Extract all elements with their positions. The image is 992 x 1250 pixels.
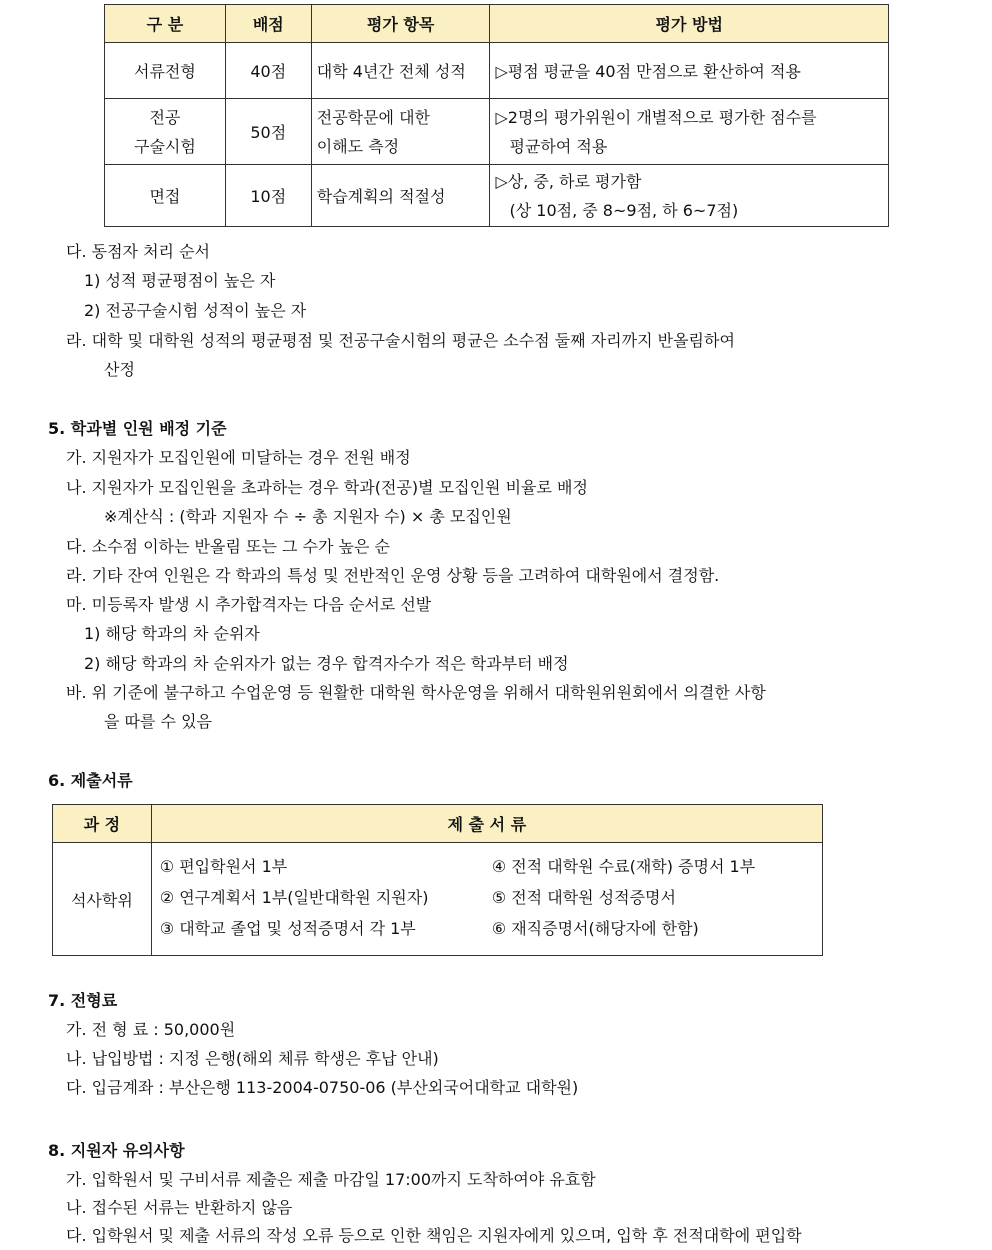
- header-documents: 제 출 서 류: [151, 805, 822, 843]
- document-item: ④ 전적 대학원 수료(재학) 증명서 1부: [491, 857, 756, 876]
- document-item: ② 연구계획서 1부(일반대학원 지원자): [159, 888, 429, 907]
- s5-line: 바. 위 기준에 불구하고 수업운영 등 원활한 대학원 학사운영을 위해서 대학원위원회에서 의결한 사항: [66, 683, 766, 702]
- header-course: 과 정: [53, 805, 152, 843]
- header-method: 평가 방법: [490, 5, 889, 43]
- s5-formula: ※계산식 : (학과 지원자 수 ÷ 총 지원자 수) × 총 모집인원: [104, 507, 512, 526]
- method-line: ▷평점 평균을 40점 만점으로 환산하여 적용: [495, 62, 801, 81]
- docs-right-column: [492, 851, 755, 944]
- tie-break-heading: 다. 동점자 처리 순서: [66, 242, 210, 261]
- docs-left-column: [160, 851, 492, 944]
- section-5-title: 5. 학과별 인원 배정 기준: [48, 419, 227, 438]
- documents-cell: [151, 843, 822, 956]
- method-line: (상 10점, 중 8~9점, 하 6~7점): [509, 200, 739, 220]
- section-7-title: 7. 전형료: [48, 991, 118, 1010]
- header-category: 구 분: [105, 5, 226, 43]
- row-category: 전공 구술시험: [105, 99, 226, 165]
- notice-line: 다. 입학원서 및 제출 서류의 작성 오류 등으로 인한 책임은 지원자에게 있으며, 입학 후 전적대학에 편입학: [66, 1226, 802, 1245]
- s5-line: 나. 지원자가 모집인원을 초과하는 경우 학과(전공)별 모집인원 비율로 배정: [66, 478, 588, 497]
- document-item: ⑥ 재직증명서(해당자에 한함): [491, 919, 699, 938]
- row-item: 전공학문에 대한 이해도 측정: [311, 99, 490, 165]
- row-method: [490, 165, 889, 227]
- s5-subline: 2) 해당 학과의 차 순위자가 없는 경우 합격자수가 적은 학과부터 배정: [84, 654, 569, 673]
- fee-line: 나. 납입방법 : 지정 은행(해외 체류 학생은 후납 안내): [66, 1049, 439, 1068]
- document-item: ① 편입학원서 1부: [159, 857, 288, 876]
- header-score: 배점: [225, 5, 311, 43]
- s5-subline: 1) 해당 학과의 차 순위자: [84, 624, 260, 643]
- document-item: ⑤ 전적 대학원 성적증명서: [491, 888, 676, 907]
- section-8-title: 8. 지원자 유의사항: [48, 1141, 185, 1160]
- evaluation-table: [104, 4, 889, 227]
- fee-line: 다. 입금계좌 : 부산은행 113-2004-0750-06 (부산외국어대학교 대학원): [66, 1078, 579, 1097]
- row-item: 대학 4년간 전체 성적: [311, 43, 490, 99]
- row-score: 50점: [225, 99, 311, 165]
- method-line: ▷2명의 평가위원이 개별적으로 평가한 점수를: [495, 107, 817, 127]
- row-score: 10점: [225, 165, 311, 227]
- notice-line: 나. 접수된 서류는 반환하지 않음: [66, 1198, 293, 1217]
- tie-break-rule-1: 1) 성적 평균평점이 높은 자: [84, 271, 276, 290]
- method-line: ▷상, 중, 하로 평가함: [495, 171, 642, 191]
- s5-line: 라. 기타 잔여 인원은 각 학과의 특성 및 전반적인 운영 상황 등을 고려하여 대학원에서 결정함.: [66, 566, 720, 585]
- fee-line: 가. 전 형 료 : 50,000원: [66, 1020, 236, 1039]
- method-line: 평균하여 적용: [509, 136, 608, 156]
- row-item: 학습계획의 적절성: [311, 165, 490, 227]
- rounding-rule: 라. 대학 및 대학원 성적의 평균평점 및 전공구술시험의 평균은 소수점 둘째 자리까지 반올림하여: [66, 331, 735, 350]
- s5-line: 가. 지원자가 모집인원에 미달하는 경우 전원 배정: [66, 448, 411, 467]
- course-cell: 석사학위: [53, 843, 152, 956]
- row-method: [490, 99, 889, 165]
- document-item: ③ 대학교 졸업 및 성적증명서 각 1부: [159, 919, 416, 938]
- row-method: [490, 43, 889, 99]
- s5-line: 다. 소수점 이하는 반올림 또는 그 수가 높은 순: [66, 537, 390, 556]
- section-6-title: 6. 제출서류: [48, 771, 133, 790]
- notice-line: 가. 입학원서 및 구비서류 제출은 제출 마감일 17:00까지 도착하여야 유효함: [66, 1170, 596, 1189]
- s5-line-cont: 을 따를 수 있음: [104, 712, 212, 731]
- row-score: 40점: [225, 43, 311, 99]
- tie-break-rule-2: 2) 전공구술시험 성적이 높은 자: [84, 301, 307, 320]
- header-item: 평가 항목: [311, 5, 490, 43]
- row-category: 면접: [105, 165, 226, 227]
- s5-line: 마. 미등록자 발생 시 추가합격자는 다음 순서로 선발: [66, 595, 432, 614]
- row-category: 서류전형: [105, 43, 226, 99]
- documents-table: [52, 804, 823, 956]
- rounding-rule-cont: 산정: [104, 360, 135, 379]
